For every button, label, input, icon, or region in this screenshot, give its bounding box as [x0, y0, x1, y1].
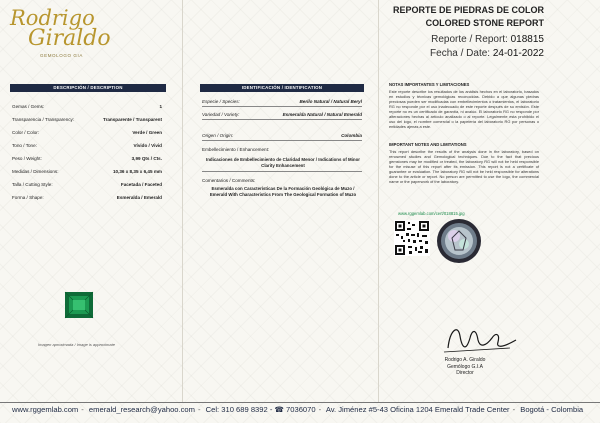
signer-name: Rodrigo A. Giraldo	[444, 357, 486, 363]
footer-web[interactable]: www.rggemlab.com	[12, 405, 79, 414]
row-value: Facetada / Faceted	[120, 182, 162, 187]
date-label: Fecha / Date:	[430, 48, 491, 59]
report-header	[393, 5, 544, 59]
row-label: Medidas / Dimensions:	[12, 169, 59, 174]
row-label: Forma / Shape:	[12, 195, 44, 200]
logo	[10, 4, 120, 62]
divider	[202, 106, 362, 107]
report-number-line	[393, 34, 544, 45]
fold-line	[378, 0, 379, 402]
row-label: Talla / Cutting Style:	[12, 182, 53, 187]
row-value: Vívido / Vivid	[133, 143, 162, 148]
verification-url[interactable]: www.rggemlab.com/cert/018815.jpg	[398, 211, 465, 216]
date-value: 24-01-2022	[492, 48, 544, 59]
enhancement-label: Embellecimiento / Enhancement:	[202, 147, 270, 152]
emerald-image	[64, 290, 94, 320]
qr-code-icon[interactable]	[394, 220, 430, 256]
report-label: Reporte / Report:	[431, 34, 508, 45]
row-label: Color / Color:	[12, 130, 40, 135]
logo-line1: Rodrigo	[10, 6, 95, 30]
notes-es-title: NOTAS IMPORTANTES Y LIMITACIONES	[389, 82, 470, 87]
divider	[202, 119, 362, 120]
fold-line	[182, 0, 183, 402]
logo-line2: Giraldo	[28, 26, 111, 51]
row-value: 10,36 x 8,35 x 6,45 mm	[112, 169, 162, 174]
footer-address: Av. Jiménez #5-43 Oficina 1204 Emerald Trade Center	[325, 405, 510, 414]
title-es: REPORTE DE PIEDRAS DE COLOR	[392, 5, 544, 15]
hologram-seal-icon	[436, 218, 482, 264]
species-value: Berilo Natural / Natural Beryl	[299, 99, 362, 104]
footer: www.rggemlab.com - emerald_research@yahoo.com - Cel: 310 689 8392 - ☎ 7036070 - Av. Jiménez #5-43 Oficina 1204 Emerald Trade Center - Bogotá - Colombia	[12, 405, 584, 414]
variety-label: Variedad / Variety:	[202, 112, 240, 117]
row-label: Gemas / Gems:	[12, 104, 45, 109]
comments-value: Esmeralda con Características De la Formación Geológica de Muzo / Emerald With Characteristics From The Geological Formation of Muzo	[209, 186, 357, 197]
notes-en-body: This report describe the results of the analysis done in the laboratory, based on renowned studies and Gemological techniques. Due to the fact that precious gemstones may be modified or treated, the laboratory RG will not be held responsible for the misuse of this report after its emission. This report is not a certificate of guarantee or evaluation. The laboratory RG will not be held responsible for alterations done to the article or report. No person are permitted to use the logo, the commercial name or the paperwork of the laboratory.	[389, 149, 539, 184]
origin-value: Colombia	[341, 133, 362, 138]
date-line	[393, 48, 544, 59]
footer-email[interactable]: emerald_research@yahoo.com	[88, 405, 195, 414]
signer-block	[430, 357, 500, 377]
row-label: Tono / Tone:	[12, 143, 37, 148]
row-value: 1	[159, 104, 162, 109]
origin-label: Origen / Origin:	[202, 133, 234, 138]
row-value: Esmeralda / Emerald	[116, 195, 162, 200]
footer-city: Bogotá - Colombia	[520, 405, 584, 414]
row-value: Transparente / Transparent	[103, 117, 162, 122]
notes-en-title: IMPORTANT NOTES AND LIMITATIONS	[389, 142, 467, 147]
variety-value: Esmeralda Natural / Natural Emerald	[282, 112, 362, 117]
signature	[440, 318, 520, 358]
notes-es-body: Este reporte describe los resultados de los análisis hechos en el laboratorio, basados en estudios y técnicas gemológicas reconocidas. Debido a que algunas piedras preciosas pueden ser modificadas con embellecimientos o tratamientos, el laboratorio RG no responde por el uso inadecuado de este reporte después de su emisión. Este reporte no es un certificado de garantía, ni avalúo. El laboratorio RG no responde por alteraciones hechas al artículo analizado o al reporte. Legalmente esta prohibido el uso del logo, el nombre comercial o la papelería del laboratorio RG por personas o entidades ajenas a este.	[389, 89, 539, 129]
signer-role: Director	[456, 370, 474, 376]
species-label: Especie / Species:	[202, 99, 240, 104]
row-value: 3,99 Qts / Cts.	[131, 156, 162, 161]
logo-sub: GEMOLOGO GIA	[40, 53, 83, 58]
description-bar: DESCRIPCIÓN / DESCRIPTION	[10, 84, 166, 92]
report-number: 018815	[510, 34, 544, 45]
identification-bar: IDENTIFICACIÓN / IDENTIFICATION	[200, 84, 364, 92]
enhancement-value: Indicaciones de Embellecimiento de Claridad Menor / Indications of Minor Clarity Enhancement	[206, 157, 360, 168]
footer-phone: Cel: 310 689 8392 - ☎ 7036070	[205, 405, 316, 414]
footer-divider	[0, 402, 600, 403]
row-value: Verde / Green	[132, 130, 162, 135]
title-en: COLORED STONE REPORT	[425, 18, 544, 28]
row-label: Transparencia / Transparency:	[12, 117, 75, 122]
comments-label: Comentarios / Comments:	[202, 178, 256, 183]
image-caption: Imagen aproximada / Image is approximate	[38, 342, 115, 347]
divider	[202, 140, 362, 141]
divider	[202, 171, 362, 172]
signer-title: Gemólogo G.I.A	[447, 363, 483, 370]
row-label: Peso / Weight:	[12, 156, 42, 161]
